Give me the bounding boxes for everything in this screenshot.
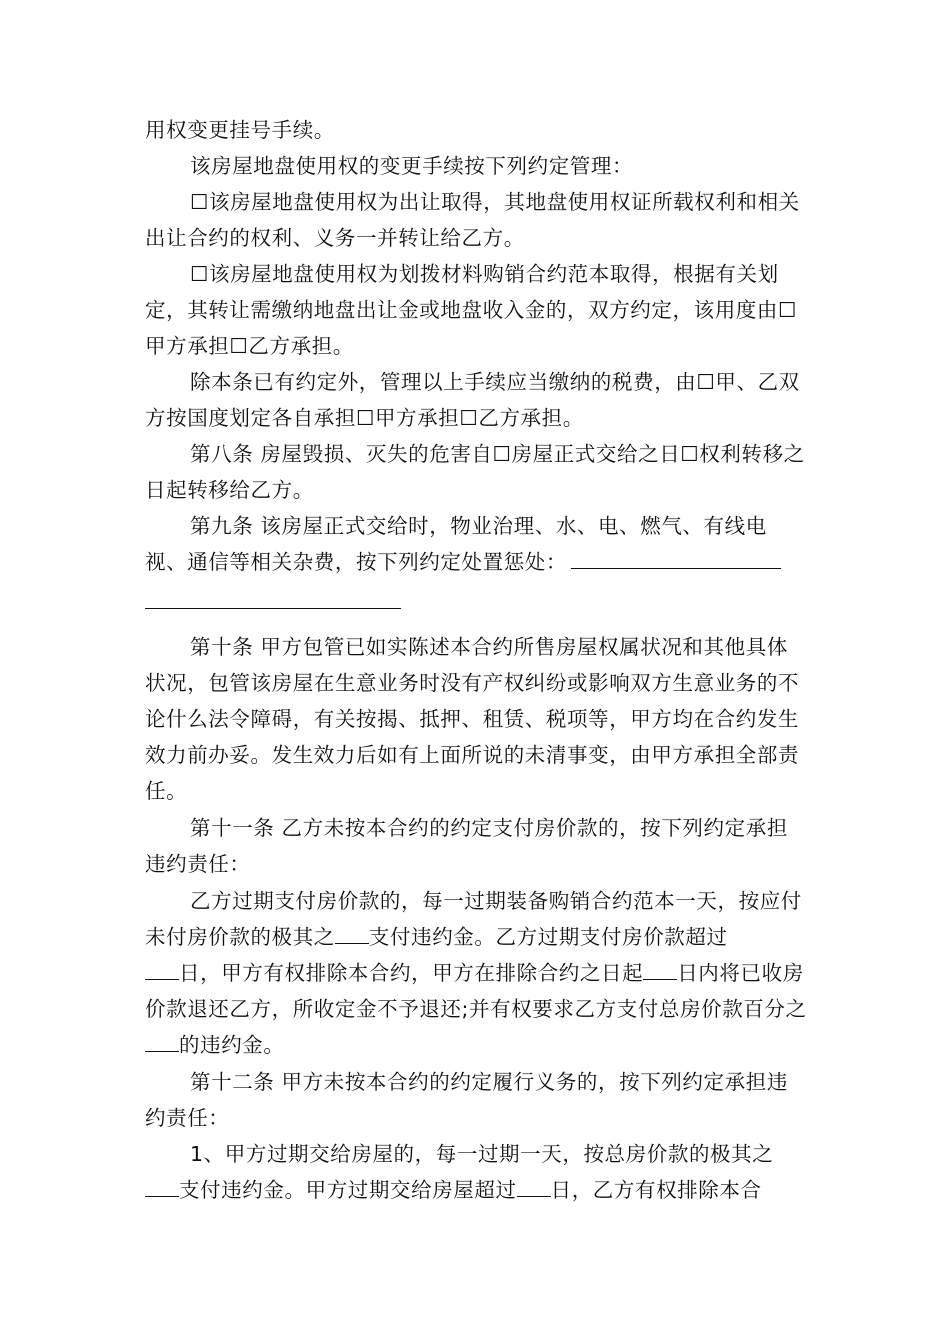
article-11: 第十一条 乙方未按本合约的约定支付房价款的，按下列约定承担违约责任： <box>145 816 788 876</box>
blank-field <box>145 961 179 980</box>
article-8: 第八条 房屋毁损、灭失的危害自☐房屋正式交给之日☐权利转移之日起转移给乙方。 <box>145 442 805 502</box>
document-page <box>145 112 807 1208</box>
article-9 <box>145 508 807 580</box>
article-9-text: 第九条 该房屋正式交给时，物业治理、水、电、燃气、有线电视、通信等相关杂费，按下列约定处置惩处： <box>145 514 767 574</box>
fill-in-line-continued <box>145 580 401 609</box>
paragraph-2: 该房屋地盘使用权的变更手续按下列约定管理： <box>190 154 634 178</box>
article-12-item-1 <box>145 1136 807 1208</box>
blank-field <box>335 925 369 944</box>
blank-field <box>145 1033 179 1052</box>
text-segment: 日，甲方有权排除本合约，甲方在排除合约之日起 <box>179 961 644 985</box>
blank-field <box>145 1178 179 1197</box>
article-11-detail <box>145 883 807 1063</box>
paragraph-1: 用权变更挂号手续。 <box>145 118 335 142</box>
text-segment: 1、甲方过期交给房屋的，每一过期一天，按总房价款的极其之 <box>190 1142 774 1166</box>
paragraph-3: ☐该房屋地盘使用权为出让取得，其地盘使用权证所载权利和相关出让合约的权利、义务一并转让给乙方。 <box>145 190 800 250</box>
paragraph-5: 除本条已有约定外，管理以上手续应当缴纳的税费，由☐甲、乙双方按国度划定各自承担☐甲方承担☐乙方承担。 <box>145 370 800 430</box>
text-segment: 的违约金。 <box>179 1033 285 1057</box>
paragraph-4: ☐该房屋地盘使用权为划拨材料购销合约范本取得，根据有关划定，其转让需缴纳地盘出让金或地盘收入金的，双方约定，该用度由☐甲方承担☐乙方承担。 <box>145 262 797 358</box>
blank-field <box>517 1178 551 1197</box>
text-segment: 支付违约金。甲方过期交给房屋超过 <box>179 1178 517 1202</box>
article-10: 第十条 甲方包管已如实陈述本合约所售房屋权属状况和其他具体状况，包管该房屋在生意业务时没有产权纠纷或影响双方生意业务的不论什么法令障碍，有关按揭、抵押、租赁、税项等，甲方均在合约发生效力前办妥。发生效力后如有上面所说的未清事变，由甲方承担全部责任。 <box>145 635 800 803</box>
fill-in-line <box>571 548 781 569</box>
article-12: 第十二条 甲方未按本合约的约定履行义务的，按下列约定承担违约责任： <box>145 1070 788 1130</box>
text-segment: 日内将已收房价款退还乙方，所收定金不予退还;并有权要求乙方支付总房价款百分之 <box>145 961 807 1021</box>
text-segment: 日，乙方有权排除本合 <box>550 1178 762 1202</box>
text-segment: 乙方过期支付房价款的，每一过期装备购销合约范本一天，按应付未付房价款的极其之 <box>145 889 802 949</box>
text-segment: 支付违约金。乙方过期支付房价款超过 <box>368 925 728 949</box>
blank-field <box>643 961 677 980</box>
